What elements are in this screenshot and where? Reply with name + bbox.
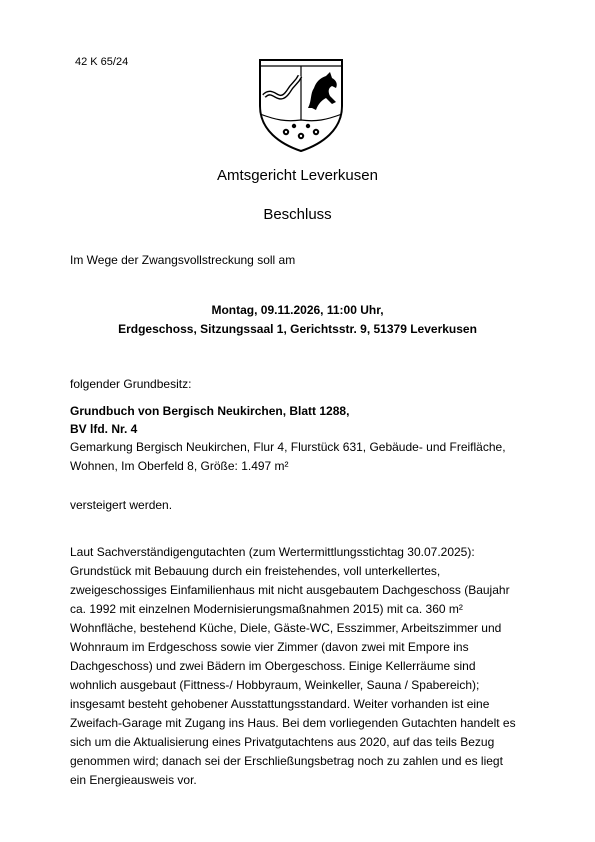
intro-text: Im Wege der Zwangsvollstreckung soll am [70,253,296,267]
appraisal-line: insgesamt besteht gehobener Ausstattungsstandard. Weiter vorhanden ist eine [70,697,490,711]
property-description-2: Wohnen, Im Oberfeld 8, Größe: 1.497 m² [70,459,289,473]
appraisal-line: Laut Sachverständigengutachten (zum Wertermittlungsstichtag 30.07.2025): [70,545,475,559]
land-register-line: Grundbuch von Bergisch Neukirchen, Blatt 1288, [70,404,350,418]
property-description-1: Gemarkung Bergisch Neukirchen, Flur 4, Flurstück 631, Gebäude- und Freifläche, [70,440,506,454]
appointment-place: Erdgeschoss, Sitzungssaal 1, Gerichtsstr. 9, 51379 Leverkusen [118,322,477,336]
appraisal-line: Dachgeschoss) und zwei Bädern im Obergeschoss. Einige Kellerräume sind [70,659,476,673]
nrw-coat-of-arms-icon [256,56,346,154]
appraisal-line: Zweifach-Garage mit Zugang ins Haus. Bei dem vorliegenden Gutachten handelt es [70,716,516,730]
appraisal-line: Wohnraum im Erdgeschoss sowie vier Zimmer (davon zwei mit Empore ins [70,640,469,654]
appraisal-line: wohnlich ausgebaut (Fittness-/ Hobbyraum, Weinkeller, Sauna / Spabereich); [70,678,480,692]
land-register-item: BV lfd. Nr. 4 [70,422,138,436]
property-lead: folgender Grundbesitz: [70,377,192,391]
appraisal-line: zweigeschossiges Einfamilienhaus mit nicht ausgebautem Dachgeschoss (Baujahr [70,583,510,597]
appraisal-line: Grundstück mit Bebauung durch ein freistehendes, voll unterkellertes, [70,564,441,578]
document-title: Beschluss [263,206,332,223]
appraisal-line: sich um die Aktualisierung eines Privatgutachtens aus 2020, auf das teils Bezug [70,735,495,749]
appraisal-line: Wohnfläche, bestehend Küche, Diele, Gäste-WC, Esszimmer, Arbeitszimmer und [70,621,502,635]
appraisal-line: genommen wird; danach sei der Erschließungsbetrag noch zu zahlen und es liegt [70,754,503,768]
auction-statement: versteigert werden. [70,498,173,512]
appraisal-line: ca. 1992 mit einzelnen Modernisierungsmaßnahmen 2015) mit ca. 360 m² [70,602,463,616]
appointment-date: Montag, 09.11.2026, 11:00 Uhr, [211,303,384,317]
appraisal-paragraph [70,543,530,790]
court-name: Amtsgericht Leverkusen [217,167,378,184]
case-number: 42 K 65/24 [75,56,129,68]
appraisal-line: ein Energieausweis vor. [70,773,197,787]
